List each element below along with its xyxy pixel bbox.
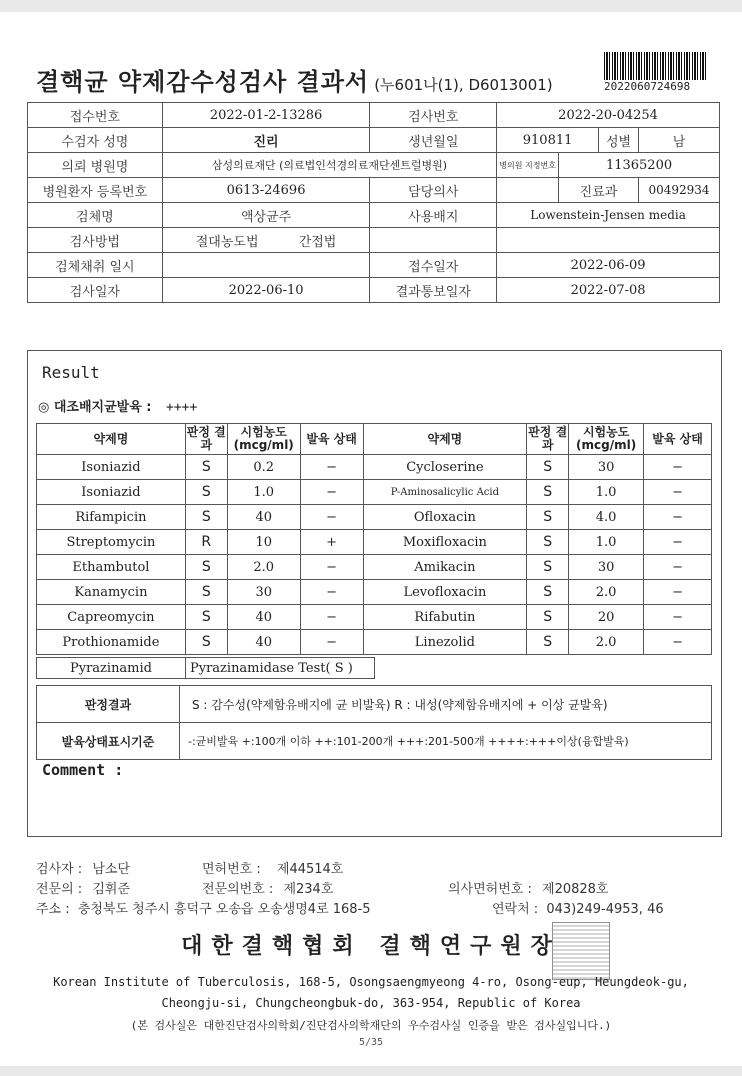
judgement-cell: S bbox=[527, 555, 569, 580]
barcode-number: 2022060724698 bbox=[604, 80, 691, 93]
specialist-value: 김휘준 bbox=[92, 882, 131, 897]
concentration-cell: 30 bbox=[569, 455, 644, 480]
method-value bbox=[162, 228, 370, 253]
growth-cell: − bbox=[300, 505, 363, 530]
judgement-cell: S bbox=[185, 630, 227, 655]
exam-label: 검사일자 bbox=[28, 278, 163, 303]
patient-name-label: 수검자 성명 bbox=[28, 128, 163, 153]
report-value: 2022-07-08 bbox=[497, 278, 720, 303]
drug-name-cell: Amikacin bbox=[363, 555, 527, 580]
report-title bbox=[36, 62, 553, 97]
tester-label: 검사자 : bbox=[36, 862, 83, 877]
specialist-label: 전문의 : bbox=[36, 882, 83, 897]
header-conc-right: 시험농도 (mcg/ml) bbox=[569, 424, 644, 455]
method-absolute: 절대농도법 bbox=[195, 234, 259, 250]
top-margin-bar bbox=[0, 0, 742, 12]
judgement-cell: S bbox=[527, 530, 569, 555]
pza-test: Pyrazinamidase Test( S ) bbox=[186, 658, 375, 679]
hospital-label: 의뢰 병원명 bbox=[28, 153, 163, 178]
doctor-value bbox=[497, 178, 559, 203]
sex-label: 성별 bbox=[599, 128, 639, 153]
comment-label: Comment : bbox=[42, 761, 124, 779]
barcode-image bbox=[604, 52, 708, 80]
header-growth-left: 발육 상태 bbox=[300, 424, 363, 455]
table-row bbox=[37, 555, 712, 580]
test-no-value: 2022-20-04254 bbox=[497, 103, 720, 128]
growth-cell: − bbox=[644, 630, 712, 655]
info-row-collect bbox=[28, 253, 720, 278]
drug-name-cell: Cycloserine bbox=[363, 455, 527, 480]
patient-name-value: 진리 bbox=[162, 128, 370, 153]
judgement-cell: S bbox=[527, 480, 569, 505]
growth-cell: − bbox=[644, 505, 712, 530]
table-row bbox=[37, 455, 712, 480]
header-conc-left: 시험농도 (mcg/ml) bbox=[227, 424, 300, 455]
judgement-cell: S bbox=[527, 580, 569, 605]
drug-name-cell: P-Aminosalicylic Acid bbox=[363, 480, 527, 505]
footer-specialist bbox=[36, 878, 130, 897]
concentration-cell: 40 bbox=[227, 630, 300, 655]
legend-growth-text: -:균비발육 +:100개 이하 ++:101-200개 +++:201-500개 ++++:+++이상(융합발육) bbox=[180, 723, 712, 760]
drug-name-cell: Rifabutin bbox=[363, 605, 527, 630]
method-empty-2 bbox=[497, 228, 720, 253]
table-row bbox=[37, 630, 712, 655]
certification-note: (본 검사실은 대한진단검사의학회/진단검사의학재단의 우수검사실 인증을 받은 검사실입니다.) bbox=[130, 1019, 612, 1032]
growth-cell: − bbox=[644, 580, 712, 605]
contact-label: 연락처 : bbox=[492, 902, 539, 917]
dob-value: 910811 bbox=[497, 128, 599, 153]
growth-cell: + bbox=[300, 530, 363, 555]
report-title-main: 결핵균 약제감수성검사 결과서 bbox=[36, 68, 370, 96]
legend-judge-row bbox=[37, 686, 712, 723]
method-empty-1 bbox=[370, 228, 497, 253]
header-drug-right: 약제명 bbox=[363, 424, 527, 455]
control-label: ◎ 대조배지균발육 : bbox=[38, 400, 152, 415]
drug-name-cell: Kanamycin bbox=[37, 580, 186, 605]
specimen-value: 액상균주 bbox=[162, 203, 370, 228]
control-medium-growth bbox=[38, 396, 197, 415]
dept-code-value: 00492934 bbox=[638, 178, 719, 203]
drug-name-cell: Linezolid bbox=[363, 630, 527, 655]
address-value: 충청북도 청주시 흥덕구 오송읍 오송생명4로 168-5 bbox=[77, 902, 371, 917]
drug-name-cell: Ofloxacin bbox=[363, 505, 527, 530]
legend-judge-label: 판정결과 bbox=[37, 686, 180, 723]
address-label: 주소 : bbox=[36, 902, 70, 917]
header-drug-left: 약제명 bbox=[37, 424, 186, 455]
specimen-label: 검체명 bbox=[28, 203, 163, 228]
growth-cell: − bbox=[644, 530, 712, 555]
judgement-cell: S bbox=[185, 605, 227, 630]
exam-value: 2022-06-10 bbox=[162, 278, 370, 303]
patient-reg-value: 0613-24696 bbox=[162, 178, 370, 203]
concentration-cell: 20 bbox=[569, 605, 644, 630]
concentration-cell: 1.0 bbox=[227, 480, 300, 505]
control-value: ++++ bbox=[166, 400, 198, 415]
reception-no-value: 2022-01-2-13286 bbox=[162, 103, 370, 128]
legend-judge-text: S : 감수성(약제함유배지에 균 비발육) R : 내성(약제함유배지에 + 이상 균발육) bbox=[180, 686, 712, 723]
susceptibility-header bbox=[37, 424, 712, 455]
designation-label: 병의원 지정번호 bbox=[497, 153, 559, 178]
doc-license-label: 의사면허번호 : bbox=[448, 882, 532, 897]
drug-name-cell: Capreomycin bbox=[37, 605, 186, 630]
result-section bbox=[27, 350, 722, 837]
judgement-cell: S bbox=[185, 505, 227, 530]
report-label: 결과통보일자 bbox=[370, 278, 497, 303]
info-row-exam bbox=[28, 278, 720, 303]
info-row-hospital bbox=[28, 153, 720, 178]
reception-no-label: 접수번호 bbox=[28, 103, 163, 128]
sex-value: 남 bbox=[638, 128, 719, 153]
info-row-registration bbox=[28, 178, 720, 203]
judgement-cell: S bbox=[527, 505, 569, 530]
info-row-patient bbox=[28, 128, 720, 153]
footer-license bbox=[202, 858, 343, 877]
concentration-cell: 40 bbox=[227, 505, 300, 530]
collect-label: 검체채취 일시 bbox=[28, 253, 163, 278]
concentration-cell: 4.0 bbox=[569, 505, 644, 530]
designation-value: 11365200 bbox=[559, 153, 720, 178]
drug-name-cell: Levofloxacin bbox=[363, 580, 527, 605]
concentration-cell: 1.0 bbox=[569, 530, 644, 555]
dob-label: 생년월일 bbox=[370, 128, 497, 153]
doctor-label: 담당의사 bbox=[370, 178, 497, 203]
susceptibility-rows bbox=[37, 455, 712, 655]
concentration-cell: 40 bbox=[227, 605, 300, 630]
concentration-cell: 10 bbox=[227, 530, 300, 555]
header-growth-right: 발육 상태 bbox=[644, 424, 712, 455]
pyrazinamide-row bbox=[37, 658, 375, 679]
concentration-cell: 30 bbox=[569, 555, 644, 580]
concentration-cell: 2.0 bbox=[569, 630, 644, 655]
growth-cell: − bbox=[300, 555, 363, 580]
info-row-specimen bbox=[28, 203, 720, 228]
concentration-cell: 2.0 bbox=[227, 555, 300, 580]
growth-cell: − bbox=[300, 455, 363, 480]
growth-cell: − bbox=[644, 480, 712, 505]
report-title-code: (누601나(1), D6013001) bbox=[374, 76, 553, 94]
footer-spec-no bbox=[202, 878, 333, 897]
growth-cell: − bbox=[644, 605, 712, 630]
judgement-cell: S bbox=[185, 555, 227, 580]
judgement-cell: S bbox=[185, 580, 227, 605]
drug-name-cell: Streptomycin bbox=[37, 530, 186, 555]
table-row bbox=[37, 580, 712, 605]
drug-name-cell: Isoniazid bbox=[37, 480, 186, 505]
concentration-cell: 0.2 bbox=[227, 455, 300, 480]
susceptibility-table bbox=[36, 423, 712, 655]
medium-label: 사용배지 bbox=[370, 203, 497, 228]
page-number: 5/35 bbox=[358, 1037, 384, 1048]
judgement-cell: S bbox=[527, 630, 569, 655]
contact-value: 043)249-4953, 46 bbox=[546, 902, 664, 917]
growth-cell: − bbox=[300, 630, 363, 655]
header-judgement-right: 판정 결과 bbox=[527, 424, 569, 455]
concentration-cell: 2.0 bbox=[569, 580, 644, 605]
table-row bbox=[37, 605, 712, 630]
legend-growth-row bbox=[37, 723, 712, 760]
pyrazinamide-table bbox=[36, 657, 375, 679]
license-label: 면허번호 : bbox=[202, 862, 261, 877]
header-judgement-left: 판정 결과 bbox=[185, 424, 227, 455]
collect-value bbox=[162, 253, 370, 278]
result-heading: Result bbox=[42, 363, 100, 382]
judgement-cell: S bbox=[527, 455, 569, 480]
drug-name-cell: Ethambutol bbox=[37, 555, 186, 580]
growth-cell: − bbox=[644, 455, 712, 480]
concentration-cell: 30 bbox=[227, 580, 300, 605]
drug-name-cell: Isoniazid bbox=[37, 455, 186, 480]
dept-label: 진료과 bbox=[559, 178, 639, 203]
footer-tester bbox=[36, 858, 130, 877]
growth-cell: − bbox=[300, 605, 363, 630]
info-row-reception bbox=[28, 103, 720, 128]
growth-cell: − bbox=[300, 480, 363, 505]
bottom-margin-bar bbox=[0, 1066, 742, 1076]
address-en-line2: Cheongju-si, Chungcheongbuk-do, 363-954, Republic of Korea bbox=[161, 996, 581, 1010]
table-row bbox=[37, 530, 712, 555]
doc-license-value: 제20828호 bbox=[542, 882, 609, 897]
legend-growth-label: 발육상태표시기준 bbox=[37, 723, 180, 760]
spec-no-label: 전문의번호 : bbox=[202, 882, 274, 897]
table-row bbox=[37, 505, 712, 530]
judgement-cell: R bbox=[185, 530, 227, 555]
institute-name: 대한결핵협회 결핵연구원장 bbox=[181, 934, 561, 959]
table-row bbox=[37, 480, 712, 505]
medium-value: Lowenstein-Jensen media bbox=[497, 203, 720, 228]
patient-info-table bbox=[27, 102, 720, 303]
test-no-label: 검사번호 bbox=[370, 103, 497, 128]
license-value: 제44514호 bbox=[276, 862, 344, 877]
judgement-cell: S bbox=[185, 455, 227, 480]
footer-address bbox=[36, 898, 371, 917]
judgement-cell: S bbox=[185, 480, 227, 505]
address-en-line1: Korean Institute of Tuberculosis, 168-5, Osongsaengmyeong 4-ro, Osong-eup, Heungdeok-gu, bbox=[53, 975, 689, 989]
pza-drug: Pyrazinamid bbox=[37, 658, 186, 679]
method-label: 검사방법 bbox=[28, 228, 163, 253]
tester-value: 남소단 bbox=[92, 862, 131, 877]
drug-name-cell: Rifampicin bbox=[37, 505, 186, 530]
hospital-value: 삼성의료재단 (의료법인석경의료재단센트럴병원) bbox=[162, 153, 496, 178]
concentration-cell: 1.0 bbox=[569, 480, 644, 505]
spec-no-value: 제234호 bbox=[283, 882, 334, 897]
receive-value: 2022-06-09 bbox=[497, 253, 720, 278]
footer-contact bbox=[492, 898, 664, 917]
legend-table bbox=[36, 685, 712, 760]
growth-cell: − bbox=[300, 580, 363, 605]
growth-cell: − bbox=[644, 555, 712, 580]
method-indirect: 간접법 bbox=[298, 234, 337, 250]
receive-label: 접수일자 bbox=[370, 253, 497, 278]
patient-reg-label: 병원환자 등록번호 bbox=[28, 178, 163, 203]
drug-name-cell: Moxifloxacin bbox=[363, 530, 527, 555]
judgement-cell: S bbox=[527, 605, 569, 630]
drug-name-cell: Prothionamide bbox=[37, 630, 186, 655]
info-row-method bbox=[28, 228, 720, 253]
footer-doc-license bbox=[448, 878, 609, 897]
